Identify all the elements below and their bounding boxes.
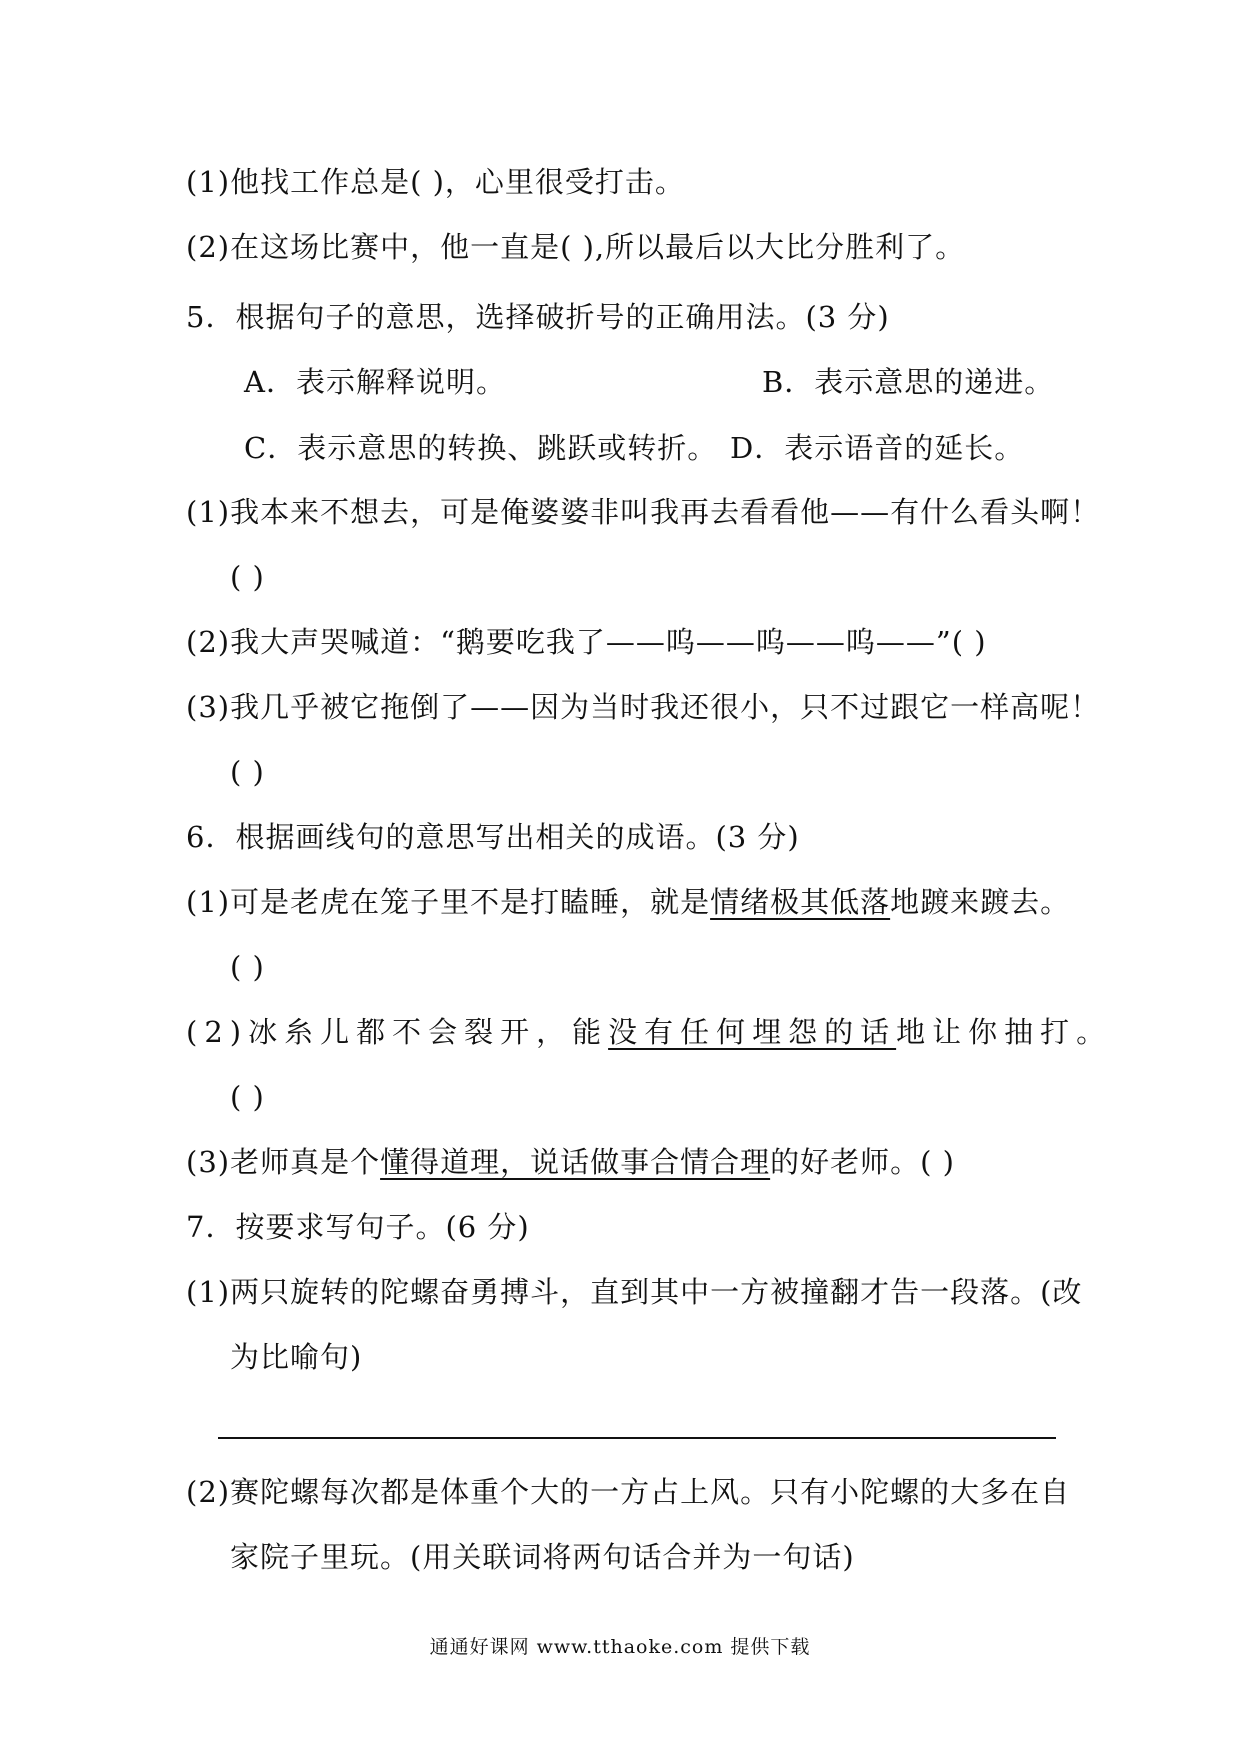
q6-item-1-underlined-phrase: 情绪极其低落 bbox=[710, 885, 891, 919]
q7-item-1-instruction: 为比喻句) bbox=[230, 1340, 363, 1374]
q4-item-1: (1)他找工作总是( )，心里很受打击。 bbox=[186, 165, 685, 199]
q6-item-2-text-after: 地让你抽打。 bbox=[896, 1015, 1113, 1049]
q7-title: 7．按要求写句子。(6 分) bbox=[186, 1210, 530, 1244]
q6-item-3-text-before: (3)老师真是个 bbox=[186, 1145, 381, 1179]
q5-item-3: (3)我几乎被它拖倒了——因为当时我还很小，只不过跟它一样高呢！ bbox=[186, 690, 1101, 724]
q6-item-1-answer-blank[interactable]: ( ) bbox=[230, 950, 265, 984]
q6-item-3-text-after: 的好老师。( ) bbox=[770, 1145, 955, 1179]
q5-item-1: (1)我本来不想去，可是俺婆婆非叫我再去看看他——有什么看头啊！ bbox=[186, 495, 1101, 529]
q6-item-3 bbox=[186, 1142, 955, 1182]
q6-item-2 bbox=[186, 1012, 1112, 1052]
q6-item-3-underlined-phrase: 懂得道理，说话做事合情合理 bbox=[380, 1145, 771, 1179]
q7-item-2-instruction: 家院子里玩。(用关联词将两句话合并为一句话) bbox=[230, 1540, 855, 1574]
q5-option-b: B．表示意思的递进。 bbox=[762, 365, 1055, 399]
q5-item-3-answer-blank[interactable]: ( ) bbox=[230, 755, 265, 789]
q5-item-2: (2)我大声哭喊道：“鹅要吃我了——呜——呜——呜——”( ) bbox=[186, 625, 987, 659]
q6-item-2-answer-blank[interactable]: ( ) bbox=[230, 1080, 265, 1114]
q4-item-2: (2)在这场比赛中，他一直是( ),所以最后以大比分胜利了。 bbox=[186, 230, 966, 264]
q5-title: 5．根据句子的意思，选择破折号的正确用法。(3 分) bbox=[186, 300, 890, 334]
q5-option-a: A．表示解释说明。 bbox=[244, 365, 506, 399]
q6-item-1-text-after: 地踱来踱去。 bbox=[890, 885, 1071, 919]
page-footer: 通通好课网 www.tthaoke.com 提供下载 bbox=[429, 1636, 811, 1658]
q5-item-1-answer-blank[interactable]: ( ) bbox=[230, 560, 265, 594]
q7-item-1: (1)两只旋转的陀螺奋勇搏斗，直到其中一方被撞翻才告一段落。(改 bbox=[186, 1275, 1083, 1309]
q7-item-2: (2)赛陀螺每次都是体重个大的一方占上风。只有小陀螺的大多在自 bbox=[186, 1475, 1071, 1509]
q6-item-2-text-before: (2)冰糸儿都不会裂开，能 bbox=[186, 1015, 609, 1049]
q6-item-1 bbox=[186, 882, 1070, 922]
q6-title: 6．根据画线句的意思写出相关的成语。(3 分) bbox=[186, 820, 800, 854]
q5-option-d: D．表示语音的延长。 bbox=[730, 431, 1025, 465]
q7-item-1-answer-line[interactable] bbox=[218, 1437, 1056, 1439]
q6-item-1-text-before: (1)可是老虎在笼子里不是打瞌睡，就是 bbox=[186, 885, 711, 919]
q6-item-2-underlined-phrase: 没有任何埋怨的话 bbox=[608, 1015, 897, 1049]
q5-option-c: C．表示意思的转换、跳跃或转折。 bbox=[244, 431, 718, 465]
